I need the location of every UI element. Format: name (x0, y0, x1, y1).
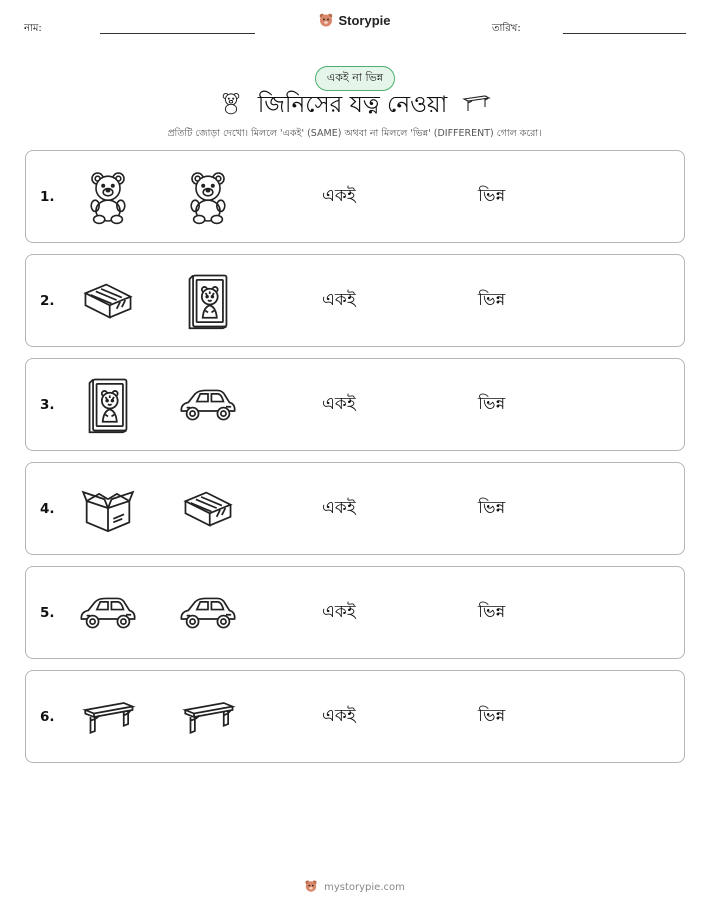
question-number: 2. (40, 292, 55, 309)
question-number: 3. (40, 396, 55, 413)
shelf-icon (78, 687, 138, 747)
question-row (25, 462, 685, 555)
title-row (0, 87, 709, 123)
different-option[interactable]: ভিন্ন (478, 705, 506, 726)
teddy-bear-icon (178, 167, 238, 227)
different-option[interactable]: ভিন্ন (478, 393, 506, 414)
different-option[interactable]: ভিন্ন (478, 185, 506, 206)
question-row (25, 150, 685, 243)
date-label: তারিখ: (492, 23, 521, 34)
tiger-book-icon (178, 271, 238, 331)
question-row (25, 254, 685, 347)
name-label: নাম: (24, 23, 42, 34)
same-option[interactable]: একই (322, 705, 356, 726)
teddy-bear-icon (78, 167, 138, 227)
question-row (25, 566, 685, 659)
date-line[interactable] (563, 33, 686, 34)
instructions: প্রতিটি জোড়া দেখো। মিললে 'একই' (SAME) অথবা না মিললে 'ভিন্ন' (DIFFERENT) গোল করো। (167, 128, 542, 139)
same-option[interactable]: একই (322, 601, 356, 622)
question-number: 6. (40, 708, 55, 725)
brand-name: Storypie (338, 12, 391, 28)
question-number: 1. (40, 188, 55, 205)
footer-site[interactable]: mystorypie.com (324, 882, 405, 893)
question-row (25, 358, 685, 451)
storypie-logo-icon (318, 12, 334, 28)
brand (0, 12, 709, 28)
question-number: 5. (40, 604, 55, 621)
same-option[interactable]: একই (322, 289, 356, 310)
page-title: জিনিসের যত্ন নেওয়া (257, 91, 448, 118)
name-line[interactable] (100, 33, 255, 34)
car-icon (178, 583, 238, 643)
block-icon (78, 271, 138, 331)
shelf-icon (461, 92, 491, 118)
block-icon (178, 479, 238, 539)
car-icon (78, 583, 138, 643)
same-option[interactable]: একই (322, 185, 356, 206)
box-icon (78, 479, 138, 539)
different-option[interactable]: ভিন্ন (478, 601, 506, 622)
question-list (25, 150, 685, 774)
shelf-icon (178, 687, 238, 747)
different-option[interactable]: ভিন্ন (478, 497, 506, 518)
topic-badge: একই না ভিন্ন (315, 66, 395, 91)
car-icon (178, 375, 238, 435)
tiger-book-icon (78, 375, 138, 435)
storypie-logo-icon (304, 879, 318, 896)
same-option[interactable]: একই (322, 393, 356, 414)
question-number: 4. (40, 500, 55, 517)
teddy-bear-icon (218, 90, 244, 120)
different-option[interactable]: ভিন্ন (478, 289, 506, 310)
same-option[interactable]: একই (322, 497, 356, 518)
question-row (25, 670, 685, 763)
footer (0, 879, 709, 896)
